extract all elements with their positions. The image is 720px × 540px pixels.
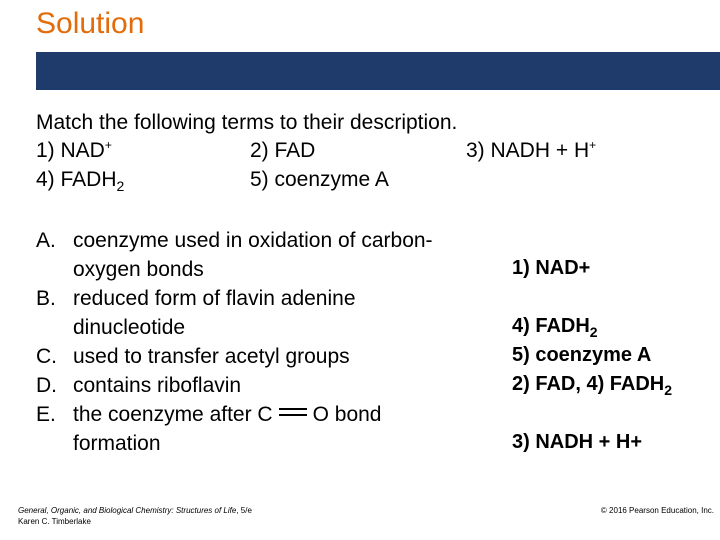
descriptions-list [36, 226, 436, 458]
description-c [36, 342, 436, 371]
footer-citation [18, 505, 252, 527]
term-nadh-sup: + [589, 138, 597, 152]
description-text-after: O bond formation [73, 403, 382, 455]
footer-book: General, Organic, and Biological Chemistry: Structures of Life [18, 506, 237, 515]
description-letter: D. [36, 374, 57, 397]
term-nad-label: 1) NAD [36, 139, 105, 162]
intro-text: Match the following terms to their description. [36, 111, 458, 134]
term-fadh2-label: 4) FADH [36, 168, 117, 191]
footer-copyright: © 2016 Pearson Education, Inc. [600, 506, 714, 515]
term-fadh2 [36, 165, 124, 194]
double-bond-icon [279, 408, 307, 416]
description-letter: B. [36, 287, 56, 310]
description-letter: A. [36, 229, 56, 252]
footer-edition: , 5/e [236, 506, 252, 515]
answer-e: 3) NADH + H+ [512, 431, 643, 453]
term-nadh-label: 3) NADH + H [466, 139, 590, 162]
answer-a: 1) NAD+ [512, 257, 591, 279]
answer-b-sub: 2 [589, 324, 598, 340]
description-a [36, 226, 436, 284]
term-nad [36, 136, 112, 165]
term-nadh [466, 136, 596, 165]
description-text-before: the coenzyme after C [73, 403, 273, 426]
description-text: used to transfer acetyl groups [73, 345, 350, 368]
answer-d-text: 2) FAD, 4) FADH [512, 373, 665, 395]
term-fadh2-sub: 2 [116, 178, 125, 194]
term-nad-sup: + [104, 138, 112, 152]
footer-author: Karen C. Timberlake [18, 517, 91, 526]
description-e [36, 400, 436, 458]
answer-d [512, 370, 672, 399]
description-text: coenzyme used in oxidation of carbon-oxygen bonds [73, 229, 433, 281]
description-text: contains riboflavin [73, 374, 242, 397]
answer-c: 5) coenzyme A [512, 344, 652, 366]
term-fad: 2) FAD [250, 139, 316, 162]
description-b [36, 284, 436, 342]
slide-title: Solution [36, 7, 145, 40]
description-letter: C. [36, 345, 57, 368]
description-letter: E. [36, 403, 56, 426]
answer-b-text: 4) FADH [512, 315, 590, 337]
answer-d-sub: 2 [664, 382, 673, 398]
answer-b [512, 312, 598, 341]
footer-book-line [18, 505, 252, 516]
description-d [36, 371, 436, 400]
description-text: reduced form of flavin adenine dinucleotide [73, 287, 356, 339]
header-band [36, 52, 720, 90]
term-coenzyme-a: 5) coenzyme A [250, 168, 389, 191]
